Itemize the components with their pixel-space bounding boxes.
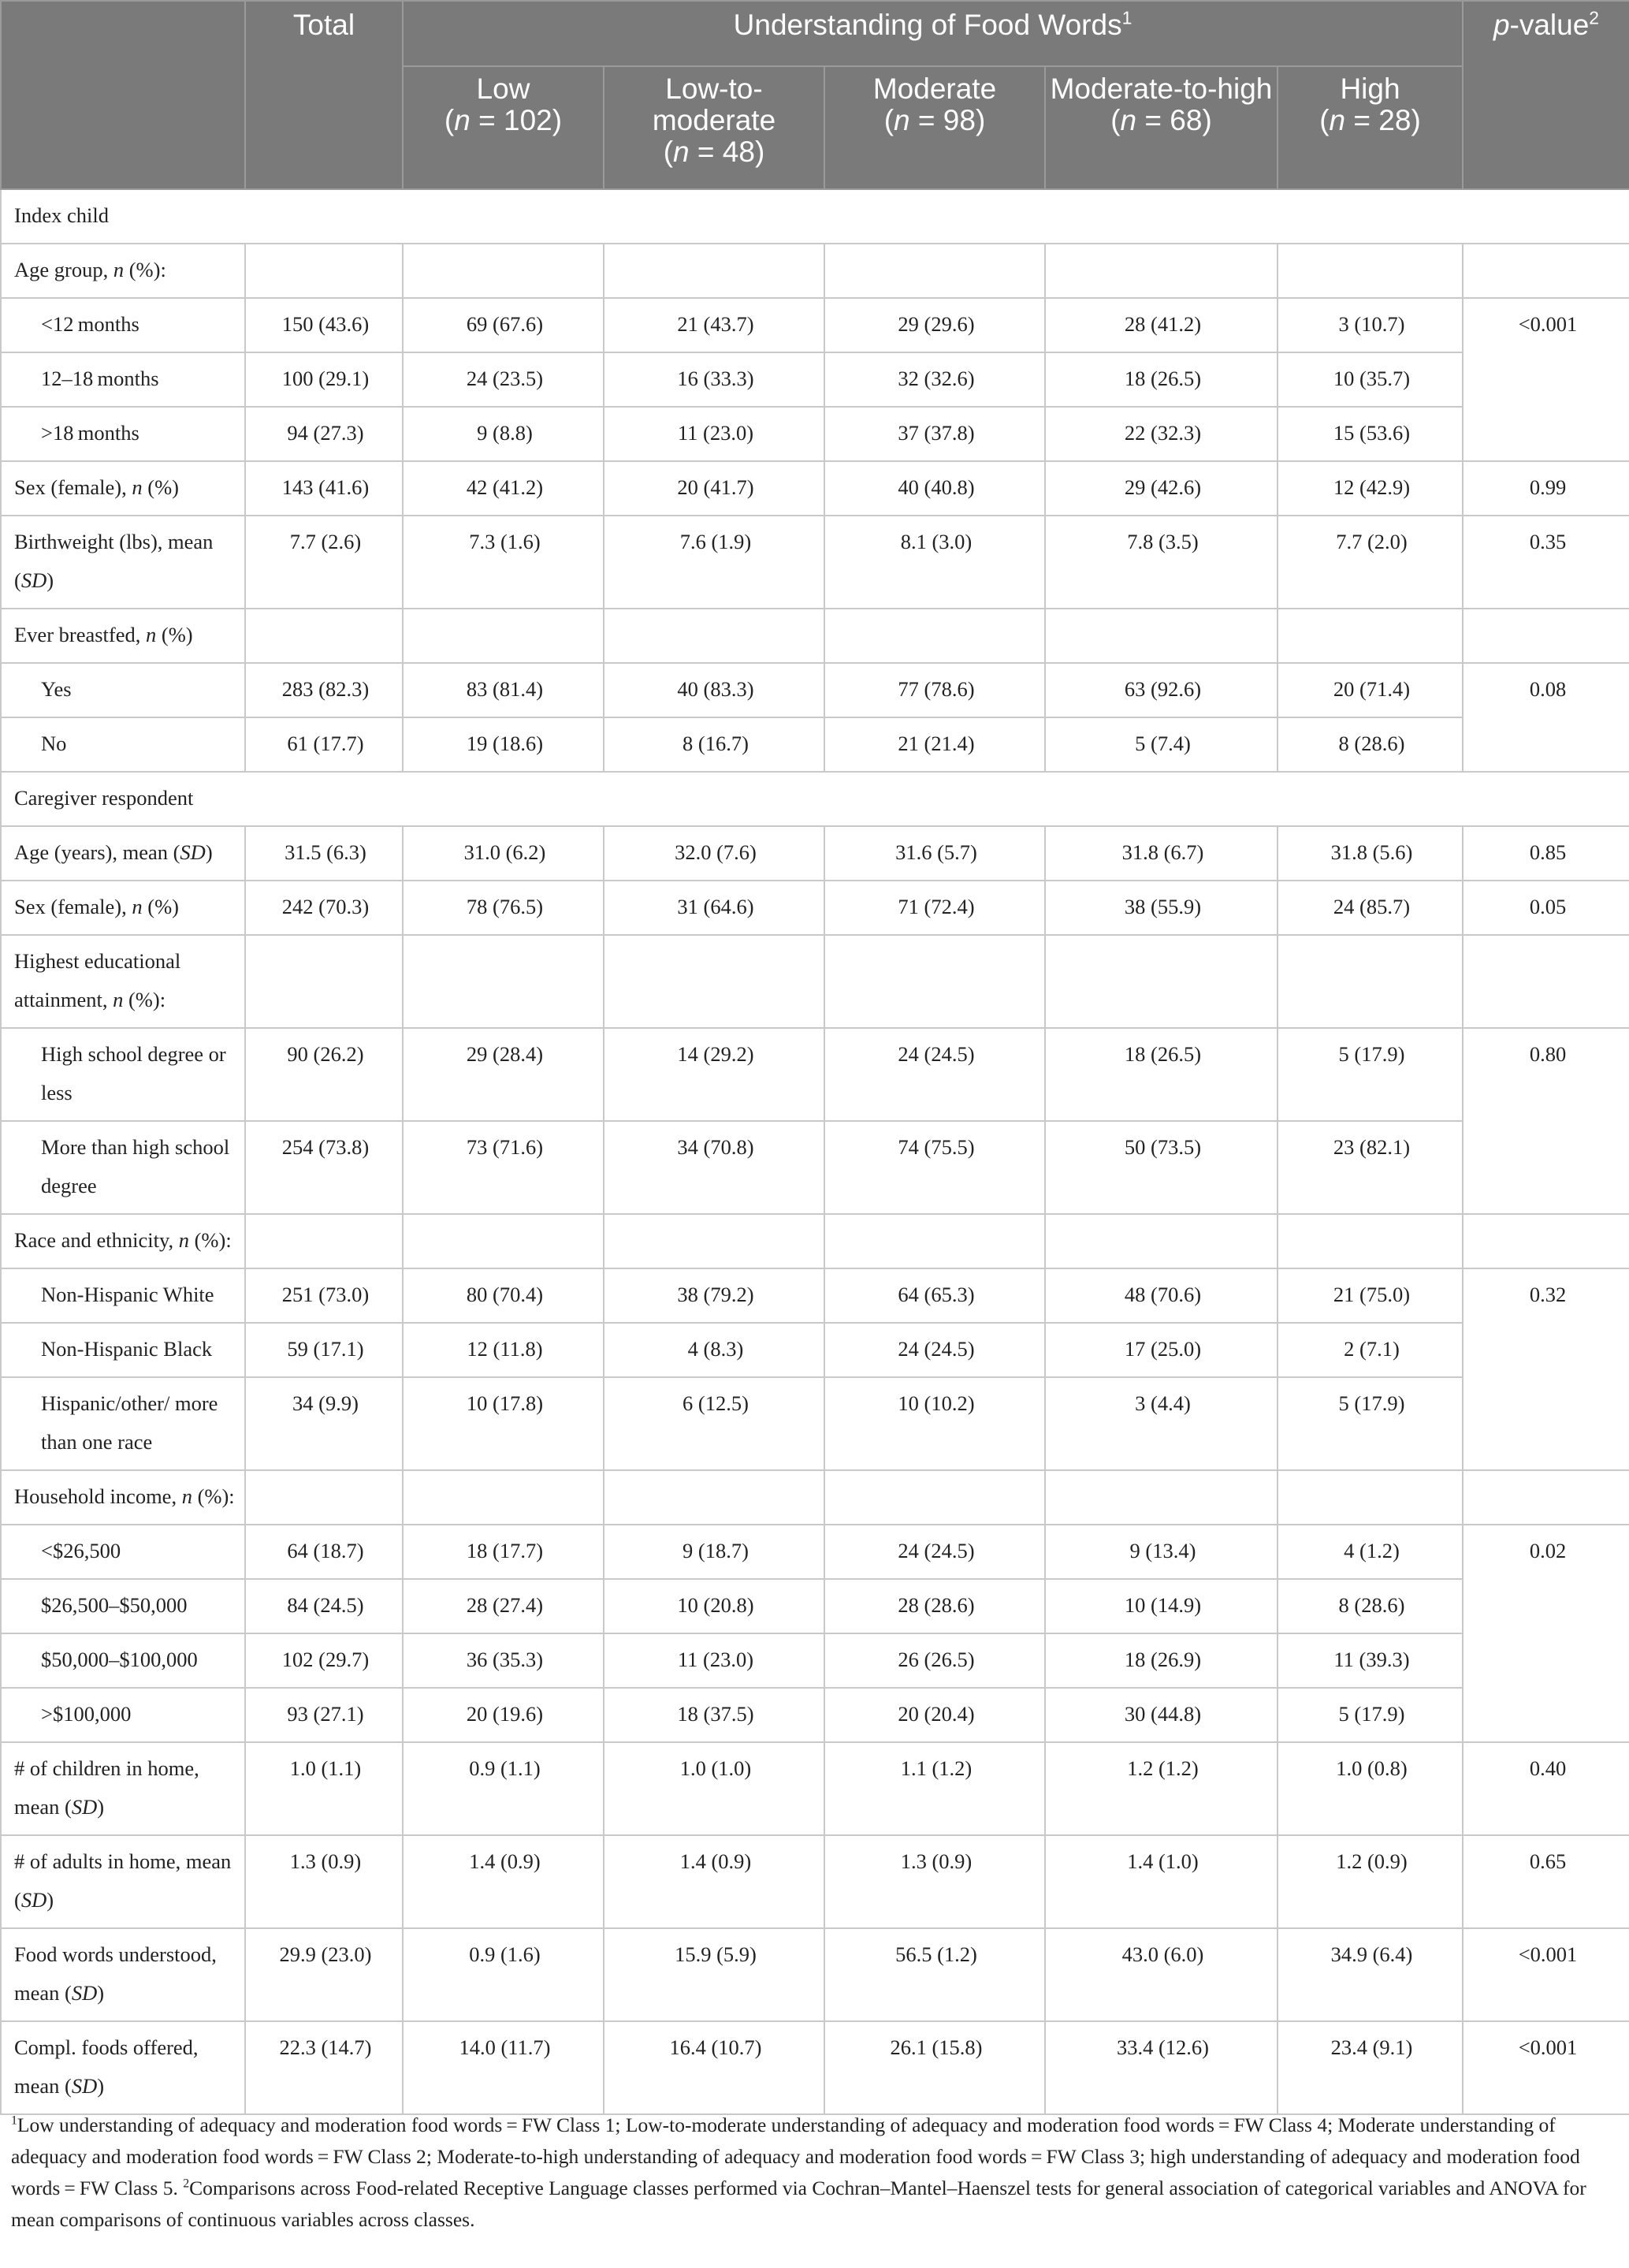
value-cell: 42 (41.2) [403, 461, 604, 516]
table-row [1, 1928, 1629, 2021]
value-cell: 9 (8.8) [403, 407, 604, 461]
pvalue-cell: 0.85 [1463, 826, 1629, 881]
value-cell: 31.8 (6.7) [1045, 826, 1278, 881]
empty-cell [245, 609, 403, 663]
value-cell: 34 (9.9) [245, 1377, 403, 1470]
value-cell: 18 (37.5) [604, 1688, 824, 1742]
value-cell: 4 (8.3) [604, 1323, 824, 1377]
value-cell: 10 (20.8) [604, 1579, 824, 1633]
empty-cell [604, 1214, 824, 1268]
value-cell: 34 (70.8) [604, 1121, 824, 1214]
row-label: >$100,000 [1, 1688, 245, 1742]
value-cell: 24 (23.5) [403, 352, 604, 407]
value-cell: 84 (24.5) [245, 1579, 403, 1633]
value-cell: 26 (26.5) [824, 1633, 1045, 1688]
value-cell: 16.4 (10.7) [604, 2021, 824, 2114]
value-cell: 23 (82.1) [1278, 1121, 1463, 1214]
class-name: Low-to-moderate [652, 73, 776, 136]
row-label: Race and ethnicity, n (%): [1, 1214, 245, 1268]
value-cell: 56.5 (1.2) [824, 1928, 1045, 2021]
value-cell: 5 (17.9) [1278, 1688, 1463, 1742]
value-cell: 36 (35.3) [403, 1633, 604, 1688]
value-cell: 24 (24.5) [824, 1028, 1045, 1121]
empty-cell [824, 935, 1045, 1028]
value-cell: 18 (26.5) [1045, 352, 1278, 407]
value-cell: 29 (42.6) [1045, 461, 1278, 516]
value-cell: 73 (71.6) [403, 1121, 604, 1214]
value-cell: 90 (26.2) [245, 1028, 403, 1121]
value-cell: 11 (23.0) [604, 1633, 824, 1688]
row-label: >18 months [1, 407, 245, 461]
value-cell: 5 (17.9) [1278, 1028, 1463, 1121]
value-cell: 8 (28.6) [1278, 1579, 1463, 1633]
value-cell: 254 (73.8) [245, 1121, 403, 1214]
value-cell: 14.0 (11.7) [403, 2021, 604, 2114]
row-label: $50,000–$100,000 [1, 1633, 245, 1688]
class-count: (n = 102) [444, 104, 563, 136]
table-row [1, 1121, 1629, 1214]
empty-cell [245, 935, 403, 1028]
value-cell: 100 (29.1) [245, 352, 403, 407]
empty-cell [1463, 609, 1629, 663]
row-label: 12–18 months [1, 352, 245, 407]
value-cell: 9 (13.4) [1045, 1525, 1278, 1579]
header-class [1045, 66, 1278, 189]
value-cell: 1.4 (0.9) [604, 1835, 824, 1928]
class-count: (n = 98) [883, 104, 986, 136]
empty-cell [1463, 1214, 1629, 1268]
empty-cell [824, 244, 1045, 298]
empty-cell [1463, 244, 1629, 298]
value-cell: 23.4 (9.1) [1278, 2021, 1463, 2114]
pvalue-cell: <0.001 [1463, 298, 1629, 461]
value-cell: 18 (26.9) [1045, 1633, 1278, 1688]
header-class [403, 66, 604, 189]
header-pvalue: p-value$^2$ [1463, 1, 1629, 189]
row-label: Food words understood, mean (SD) [1, 1928, 245, 2021]
empty-cell [604, 244, 824, 298]
empty-cell [245, 1214, 403, 1268]
table-row [1, 352, 1629, 407]
row-label: Age group, n (%): [1, 244, 245, 298]
class-count: (n = 48) [663, 136, 765, 168]
value-cell: 1.4 (0.9) [403, 1835, 604, 1928]
empty-cell [1045, 1214, 1278, 1268]
value-cell: 24 (85.7) [1278, 881, 1463, 935]
value-cell: 12 (11.8) [403, 1323, 604, 1377]
value-cell: 1.2 (0.9) [1278, 1835, 1463, 1928]
row-label: Age (years), mean (SD) [1, 826, 245, 881]
empty-cell [1045, 1470, 1278, 1525]
table-row [1, 826, 1629, 881]
value-cell: 38 (55.9) [1045, 881, 1278, 935]
pvalue-cell: 0.08 [1463, 663, 1629, 772]
value-cell: 24 (24.5) [824, 1525, 1045, 1579]
empty-cell [604, 935, 824, 1028]
value-cell: 18 (26.5) [1045, 1028, 1278, 1121]
table-row [1, 1688, 1629, 1742]
value-cell: 21 (75.0) [1278, 1268, 1463, 1323]
empty-cell [824, 609, 1045, 663]
row-label: <12 months [1, 298, 245, 352]
value-cell: 50 (73.5) [1045, 1121, 1278, 1214]
row-label: Non-Hispanic White [1, 1268, 245, 1323]
pvalue-cell: 0.05 [1463, 881, 1629, 935]
empty-cell [1463, 1470, 1629, 1525]
value-cell: 40 (83.3) [604, 663, 824, 717]
value-cell: 31.0 (6.2) [403, 826, 604, 881]
empty-cell [1278, 935, 1463, 1028]
row-label: Ever breastfed, n (%) [1, 609, 245, 663]
class-name: Moderate [872, 73, 997, 105]
pvalue-cell: <0.001 [1463, 1928, 1629, 2021]
value-cell: 7.6 (1.9) [604, 516, 824, 609]
value-cell: 59 (17.1) [245, 1323, 403, 1377]
group-row [1, 1214, 1629, 1268]
empty-cell [604, 609, 824, 663]
value-cell: 20 (19.6) [403, 1688, 604, 1742]
value-cell: 143 (41.6) [245, 461, 403, 516]
value-cell: 71 (72.4) [824, 881, 1045, 935]
row-label: More than high school degree [1, 1121, 245, 1214]
section-label: Caregiver respondent [1, 772, 1629, 826]
value-cell: 38 (79.2) [604, 1268, 824, 1323]
value-cell: 83 (81.4) [403, 663, 604, 717]
value-cell: 63 (92.6) [1045, 663, 1278, 717]
empty-cell [604, 1470, 824, 1525]
empty-cell [1045, 244, 1278, 298]
value-cell: 37 (37.8) [824, 407, 1045, 461]
row-label: High school degree or less [1, 1028, 245, 1121]
value-cell: 10 (14.9) [1045, 1579, 1278, 1633]
value-cell: 28 (28.6) [824, 1579, 1045, 1633]
value-cell: 21 (43.7) [604, 298, 824, 352]
value-cell: 10 (10.2) [824, 1377, 1045, 1470]
table-row [1, 881, 1629, 935]
value-cell: 150 (43.6) [245, 298, 403, 352]
row-label: Sex (female), n (%) [1, 461, 245, 516]
value-cell: 1.1 (1.2) [824, 1742, 1045, 1835]
value-cell: 8 (16.7) [604, 717, 824, 772]
row-label: Non-Hispanic Black [1, 1323, 245, 1377]
header-class [1278, 66, 1463, 189]
value-cell: 20 (20.4) [824, 1688, 1045, 1742]
value-cell: 1.0 (1.1) [245, 1742, 403, 1835]
header-class [824, 66, 1045, 189]
value-cell: 31 (64.6) [604, 881, 824, 935]
value-cell: 6 (12.5) [604, 1377, 824, 1470]
value-cell: 283 (82.3) [245, 663, 403, 717]
table-row [1, 1525, 1629, 1579]
pvalue-cell: 0.65 [1463, 1835, 1629, 1928]
value-cell: 5 (17.9) [1278, 1377, 1463, 1470]
value-cell: 1.3 (0.9) [824, 1835, 1045, 1928]
row-label: $26,500–$50,000 [1, 1579, 245, 1633]
table-row [1, 461, 1629, 516]
value-cell: 2 (7.1) [1278, 1323, 1463, 1377]
row-label: Birthweight (lbs), mean (SD) [1, 516, 245, 609]
table-row [1, 1377, 1629, 1470]
row-label: No [1, 717, 245, 772]
value-cell: 242 (70.3) [245, 881, 403, 935]
empty-cell [824, 1470, 1045, 1525]
value-cell: 0.9 (1.1) [403, 1742, 604, 1835]
row-label: # of children in home, mean (SD) [1, 1742, 245, 1835]
value-cell: 33.4 (12.6) [1045, 2021, 1278, 2114]
empty-cell [403, 935, 604, 1028]
value-cell: 1.4 (1.0) [1045, 1835, 1278, 1928]
value-cell: 3 (4.4) [1045, 1377, 1278, 1470]
value-cell: 18 (17.7) [403, 1525, 604, 1579]
empty-cell [1278, 244, 1463, 298]
header-class [604, 66, 824, 189]
pvalue-cell: 0.80 [1463, 1028, 1629, 1214]
value-cell: 77 (78.6) [824, 663, 1045, 717]
empty-cell [1463, 935, 1629, 1028]
value-cell: 94 (27.3) [245, 407, 403, 461]
section-row [1, 189, 1629, 244]
value-cell: 251 (73.0) [245, 1268, 403, 1323]
table-row [1, 1742, 1629, 1835]
pvalue-cell: 0.35 [1463, 516, 1629, 609]
empty-cell [1045, 935, 1278, 1028]
value-cell: 29.9 (23.0) [245, 1928, 403, 2021]
empty-cell [245, 1470, 403, 1525]
row-label: Household income, n (%): [1, 1470, 245, 1525]
empty-cell [1278, 609, 1463, 663]
value-cell: 9 (18.7) [604, 1525, 824, 1579]
value-cell: 93 (27.1) [245, 1688, 403, 1742]
table-row [1, 1268, 1629, 1323]
table-row [1, 298, 1629, 352]
pvalue-cell: 0.32 [1463, 1268, 1629, 1470]
empty-cell [1278, 1470, 1463, 1525]
table-row [1, 1579, 1629, 1633]
pvalue-cell: <0.001 [1463, 2021, 1629, 2114]
row-label: Hispanic/other/ more than one race [1, 1377, 245, 1470]
value-cell: 0.9 (1.6) [403, 1928, 604, 2021]
table-row [1, 516, 1629, 609]
value-cell: 102 (29.7) [245, 1633, 403, 1688]
table-row [1, 407, 1629, 461]
empty-cell [245, 244, 403, 298]
value-cell: 7.7 (2.0) [1278, 516, 1463, 609]
value-cell: 64 (65.3) [824, 1268, 1045, 1323]
value-cell: 10 (17.8) [403, 1377, 604, 1470]
class-count: (n = 68) [1110, 104, 1212, 136]
value-cell: 1.3 (0.9) [245, 1835, 403, 1928]
value-cell: 31.8 (5.6) [1278, 826, 1463, 881]
value-cell: 15 (53.6) [1278, 407, 1463, 461]
value-cell: 5 (7.4) [1045, 717, 1278, 772]
value-cell: 20 (71.4) [1278, 663, 1463, 717]
row-label: Compl. foods offered, mean (SD) [1, 2021, 245, 2114]
value-cell: 78 (76.5) [403, 881, 604, 935]
value-cell: 29 (28.4) [403, 1028, 604, 1121]
pvalue-cell: 0.40 [1463, 1742, 1629, 1835]
value-cell: 1.2 (1.2) [1045, 1742, 1278, 1835]
table-row [1, 717, 1629, 772]
value-cell: 28 (27.4) [403, 1579, 604, 1633]
value-cell: 17 (25.0) [1045, 1323, 1278, 1377]
value-cell: 34.9 (6.4) [1278, 1928, 1463, 2021]
table-row [1, 1835, 1629, 1928]
value-cell: 32 (32.6) [824, 352, 1045, 407]
value-cell: 31.6 (5.7) [824, 826, 1045, 881]
value-cell: 3 (10.7) [1278, 298, 1463, 352]
value-cell: 16 (33.3) [604, 352, 824, 407]
table-row [1, 2021, 1629, 2114]
value-cell: 64 (18.7) [245, 1525, 403, 1579]
row-label: # of adults in home, mean (SD) [1, 1835, 245, 1928]
section-row [1, 772, 1629, 826]
table-row [1, 663, 1629, 717]
value-cell: 7.8 (3.5) [1045, 516, 1278, 609]
row-label: Yes [1, 663, 245, 717]
class-count: (n = 28) [1319, 104, 1421, 136]
empty-cell [1045, 609, 1278, 663]
value-cell: 32.0 (7.6) [604, 826, 824, 881]
empty-cell [403, 609, 604, 663]
row-label: <$26,500 [1, 1525, 245, 1579]
value-cell: 14 (29.2) [604, 1028, 824, 1121]
table-row [1, 1028, 1629, 1121]
value-cell: 20 (41.7) [604, 461, 824, 516]
header-total: Total [245, 1, 403, 189]
pvalue-cell: 0.99 [1463, 461, 1629, 516]
value-cell: 30 (44.8) [1045, 1688, 1278, 1742]
class-name: Low [476, 73, 530, 105]
value-cell: 11 (23.0) [604, 407, 824, 461]
row-label: Highest educational attainment, n (%): [1, 935, 245, 1028]
value-cell: 8 (28.6) [1278, 717, 1463, 772]
empty-cell [403, 1470, 604, 1525]
table-header [1, 1, 1629, 189]
value-cell: 29 (29.6) [824, 298, 1045, 352]
table-row [1, 1323, 1629, 1377]
value-cell: 22.3 (14.7) [245, 2021, 403, 2114]
value-cell: 7.7 (2.6) [245, 516, 403, 609]
value-cell: 12 (42.9) [1278, 461, 1463, 516]
value-cell: 48 (70.6) [1045, 1268, 1278, 1323]
row-label: Sex (female), n (%) [1, 881, 245, 935]
value-cell: 1.0 (1.0) [604, 1742, 824, 1835]
value-cell: 7.3 (1.6) [403, 516, 604, 609]
group-row [1, 244, 1629, 298]
value-cell: 19 (18.6) [403, 717, 604, 772]
value-cell: 69 (67.6) [403, 298, 604, 352]
group-row [1, 935, 1629, 1028]
value-cell: 22 (32.3) [1045, 407, 1278, 461]
table-row [1, 1633, 1629, 1688]
empty-cell [403, 244, 604, 298]
value-cell: 61 (17.7) [245, 717, 403, 772]
pvalue-cell: 0.02 [1463, 1525, 1629, 1742]
table-body [1, 189, 1629, 2114]
group-row [1, 609, 1629, 663]
value-cell: 8.1 (3.0) [824, 516, 1045, 609]
group-row [1, 1470, 1629, 1525]
value-cell: 11 (39.3) [1278, 1633, 1463, 1688]
value-cell: 21 (21.4) [824, 717, 1045, 772]
table-footnote: $^1$Low understanding of adequacy and moderation food words = FW Class 1; Low-to-moderate understanding of adequacy and moderation food words = FW Class 4; Moderate understanding of adequacy and moderation food words = FW Class 2; Moderate-to-high understanding of adequacy and moderation food words = FW Class 3; high understanding of adequacy and moderation food words = FW Class 5. $^2$Comparisons across Food-related Receptive Language classes performed via Cochran–Mantel–Haenszel tests for general association of categorical variables and ANOVA for mean comparisons of continuous variables across classes. [11, 2113, 1586, 2231]
empty-cell [824, 1214, 1045, 1268]
value-cell: 24 (24.5) [824, 1323, 1045, 1377]
header-understanding: Understanding of Food Words$^1$ [403, 1, 1463, 66]
value-cell: 15.9 (5.9) [604, 1928, 824, 2021]
value-cell: 1.0 (0.8) [1278, 1742, 1463, 1835]
empty-cell [403, 1214, 604, 1268]
value-cell: 74 (75.5) [824, 1121, 1045, 1214]
value-cell: 26.1 (15.8) [824, 2021, 1045, 2114]
value-cell: 43.0 (6.0) [1045, 1928, 1278, 2021]
value-cell: 80 (70.4) [403, 1268, 604, 1323]
value-cell: 31.5 (6.3) [245, 826, 403, 881]
value-cell: 28 (41.2) [1045, 298, 1278, 352]
class-name: Moderate-to-high [1050, 73, 1273, 105]
empty-cell [1278, 1214, 1463, 1268]
header-blank [1, 1, 245, 189]
value-cell: 40 (40.8) [824, 461, 1045, 516]
value-cell: 10 (35.7) [1278, 352, 1463, 407]
value-cell: 4 (1.2) [1278, 1525, 1463, 1579]
section-label: Index child [1, 189, 1629, 244]
class-name: High [1340, 73, 1400, 105]
